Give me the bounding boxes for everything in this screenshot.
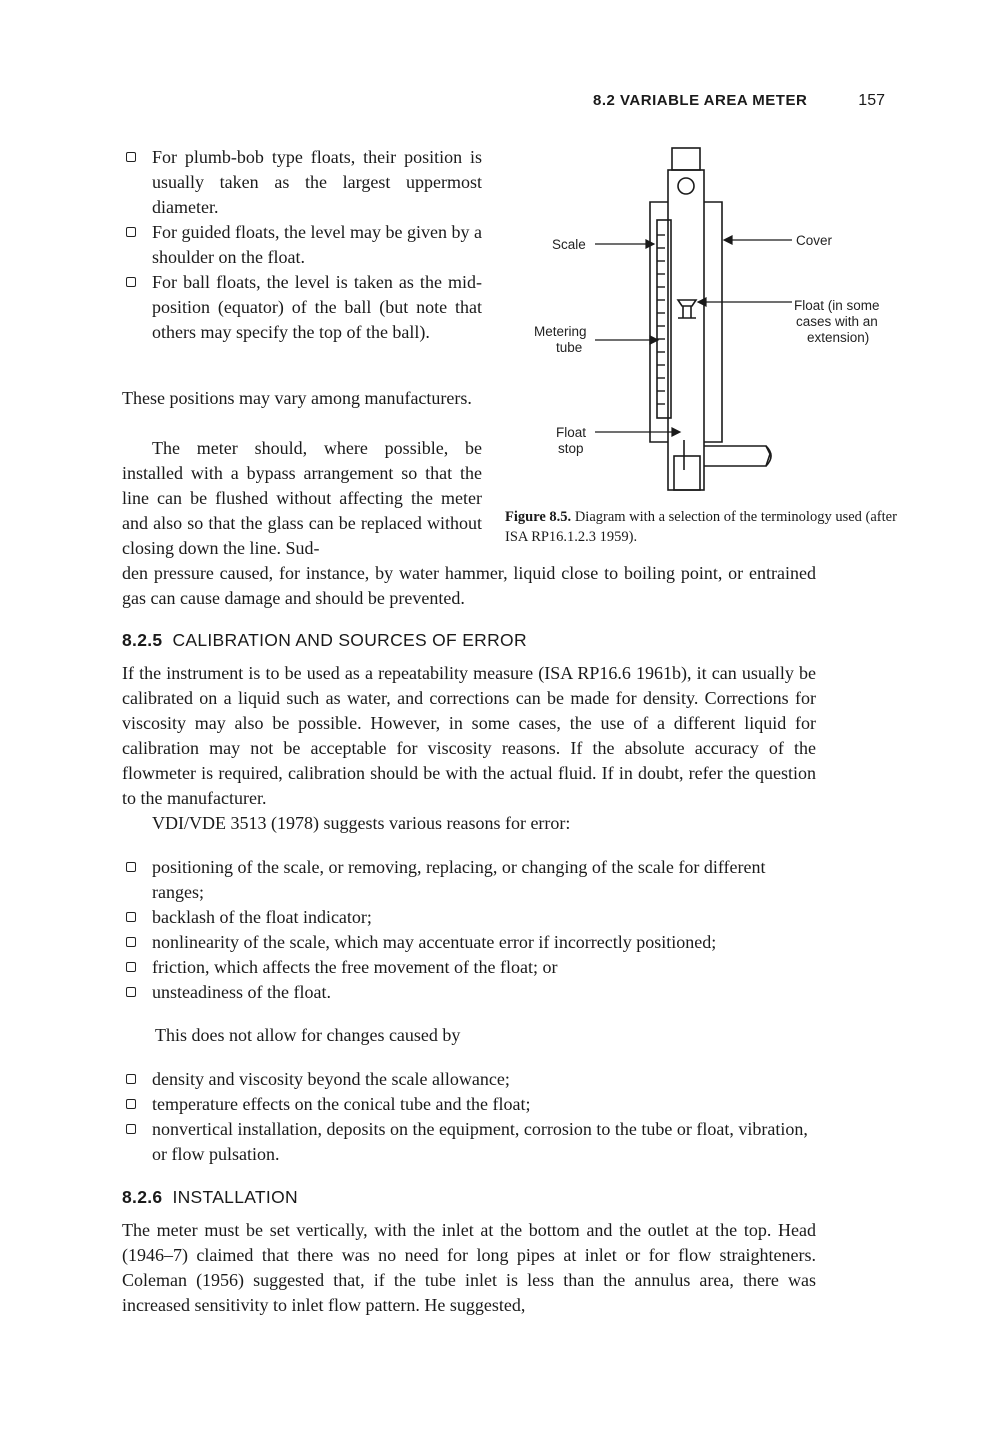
section-number: 8.2.6 <box>122 1187 163 1207</box>
list-item: nonvertical installation, deposits on the equipment, corrosion to the tube or float, vibration, or flow pulsation. <box>122 1117 818 1167</box>
label-float-extension: extension) <box>807 330 870 345</box>
section-heading-826 <box>122 1187 298 1208</box>
label-float-stop: stop <box>558 441 584 456</box>
label-float: Float <box>556 425 587 440</box>
list-item: positioning of the scale, or removing, replacing, or changing of the scale for different ranges; <box>122 855 818 905</box>
label-float-cases: cases with an <box>796 314 878 329</box>
paragraph-changes: This does not allow for changes caused by <box>155 1025 461 1045</box>
label-metering-tube: tube <box>556 340 583 355</box>
label-metering: Metering <box>534 324 587 339</box>
intro-bullet-list <box>122 145 482 345</box>
paragraph-calibration: If the instrument is to be used as a repeatability measure (ISA RP16.6 1961b), it can usually be calibrated on a liquid such as water, and corrections can be made for density. Corrections for viscosity may also be possible. However, in some cases, the use of a different liquid for calibration may not be acceptable for viscosity reasons. If the absolute accuracy of the flowmeter is required, calibration should be with the actual fluid. If in doubt, refer the question to the manufacturer. <box>122 663 816 808</box>
paragraph-vdi: VDI/VDE 3513 (1978) suggests various reasons for error: <box>152 813 571 833</box>
section-title: CALIBRATION AND SOURCES OF ERROR <box>172 630 527 650</box>
paragraph-installation: The meter must be set vertically, with the inlet at the bottom and the outlet at the top. Head (1946–7) claimed that there was no need for long pipes at inlet or for flow straighteners. Coleman (1956) suggested that, if the tube inlet is less than the annulus area, there was increased sensitivity to inlet flow pattern. He suggested, <box>122 1220 816 1315</box>
error-reasons-list <box>122 855 818 1005</box>
section-heading-825 <box>122 630 527 651</box>
list-item: friction, which affects the free movement of the float; or <box>122 955 818 980</box>
paragraph-positions: These positions may vary among manufacturers. <box>122 388 472 408</box>
list-item: For guided floats, the level may be given by a shoulder on the float. <box>122 220 482 270</box>
intro-column <box>122 145 488 345</box>
label-scale: Scale <box>552 237 586 252</box>
running-head-section: 8.2 VARIABLE AREA METER <box>593 92 808 109</box>
checkbox-bullet-icon <box>126 987 136 997</box>
list-item: nonlinearity of the scale, which may accentuate error if incorrectly positioned; <box>122 930 818 955</box>
list-item: unsteadiness of the float. <box>122 980 818 1005</box>
checkbox-bullet-icon <box>126 1124 136 1134</box>
figure-caption <box>505 507 897 547</box>
checkbox-bullet-icon <box>126 962 136 972</box>
caption-text: Diagram with a selection of the terminology used (after ISA RP16.1.2.3 1959). <box>505 509 897 545</box>
list-item: temperature effects on the conical tube and the float; <box>122 1092 818 1117</box>
list-item: For plumb-bob type floats, their position is usually taken as the largest uppermost diameter. <box>122 145 482 220</box>
caption-label: Figure 8.5. <box>505 509 572 525</box>
checkbox-bullet-icon <box>126 277 136 287</box>
checkbox-bullet-icon <box>126 152 136 162</box>
checkbox-bullet-icon <box>126 862 136 872</box>
figure-variable-area-meter <box>520 140 900 500</box>
checkbox-bullet-icon <box>126 1099 136 1109</box>
page-number: 157 <box>858 92 885 109</box>
list-item: For ball floats, the level is taken as the mid-position (equator) of the ball (but note that others may specify the top of the ball). <box>122 270 482 345</box>
running-head <box>593 92 885 114</box>
checkbox-bullet-icon <box>126 937 136 947</box>
checkbox-bullet-icon <box>126 227 136 237</box>
changes-list <box>122 1067 818 1167</box>
checkbox-bullet-icon <box>126 912 136 922</box>
section-number: 8.2.5 <box>122 630 163 650</box>
list-item: backlash of the float indicator; <box>122 905 818 930</box>
paragraph-bypass-continued: den pressure caused, for instance, by water hammer, liquid close to boiling point, or entrained gas can cause damage and should be prevented. <box>122 563 816 608</box>
list-item: density and viscosity beyond the scale allowance; <box>122 1067 818 1092</box>
checkbox-bullet-icon <box>126 1074 136 1084</box>
section-title: INSTALLATION <box>172 1187 298 1207</box>
label-float-some: Float (in some <box>794 298 880 313</box>
paragraph-bypass: The meter should, where possible, be installed with a bypass arrangement so that the line can be flushed without affecting the meter and also so that the glass can be replaced without closing down the line. Sud- <box>122 438 482 558</box>
label-cover: Cover <box>796 233 833 248</box>
